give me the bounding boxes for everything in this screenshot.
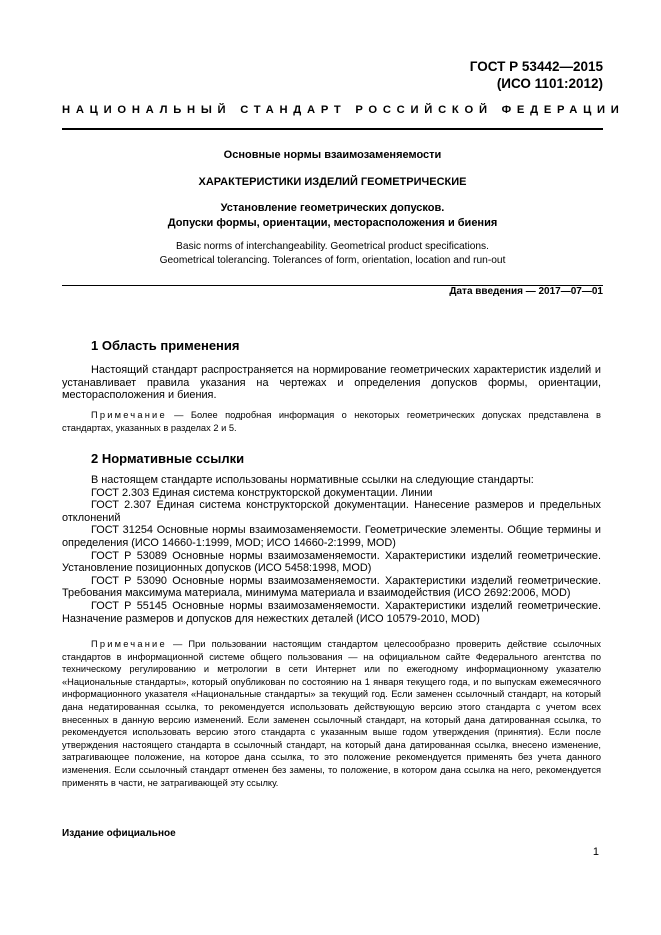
page-number: 1 — [592, 846, 599, 858]
title-subtitle — [62, 201, 603, 231]
section-2-heading: 2 Нормативные ссылки — [91, 451, 245, 466]
reference-item: ГОСТ 2.303 Единая система конструкторской документации. Линии — [91, 486, 433, 499]
official-edition-label: Издание официальное — [62, 828, 176, 839]
note-label: Примечание — [91, 639, 167, 649]
reference-item: В настоящем стандарте использованы нормативные ссылки на следующие стандарты: — [91, 474, 534, 486]
introduction-date: Дата введения — 2017—07—01 — [449, 286, 603, 297]
header-rule — [62, 128, 603, 130]
section-1-paragraph: Настоящий стандарт распространяется на нормирование геометрических характеристик изделий и устанавливает правила указания на чертежах и определения допусков формы, ориентации, местораcположения и биения. — [62, 364, 601, 402]
title-main: ХАРАКТЕРИСТИКИ ИЗДЕЛИЙ ГЕОМЕТРИЧЕСКИЕ — [198, 176, 467, 188]
english-title — [62, 240, 603, 268]
gost-number: ГОСТ Р 53442—2015 — [469, 59, 603, 74]
section-2-references — [62, 474, 601, 625]
note-label: Примечание — [91, 410, 167, 420]
title-subtitle-line2: Допуски формы, ориентации, месторасположения и биения — [167, 217, 498, 229]
note-text: — Более подробная информация о некоторых геометрических допусках представлена в стандартах, указанных в разделах 2 и 5. — [62, 410, 601, 433]
section-2-note — [62, 638, 601, 789]
reference-item: ГОСТ Р 55145 Основные нормы взаимозаменяемости. Характеристики изделий геометрические. Назначение размеров и допусков для нежестких деталей (ИСО 10579-2010, MOD) — [62, 599, 601, 625]
english-title-line2: Geometrical tolerancing. Tolerances of form, orientation, location and run-out — [159, 255, 506, 266]
national-standard-title: НАЦИОНАЛЬНЫЙ СТАНДАРТ РОССИЙСКОЙ ФЕДЕРАЦИИ — [62, 104, 625, 116]
english-title-line1: Basic norms of interchangeability. Geometrical product specifications. — [176, 241, 489, 252]
section-1-body — [62, 364, 601, 402]
reference-item: ГОСТ 31254 Основные нормы взаимозаменяемости. Геометрические элементы. Общие термины и определения (ИСО 14660-1:1999, MOD; ИСО 14660-2:1999, MOD) — [62, 524, 601, 549]
reference-item: ГОСТ 2.307 Единая система конструкторской документации. Нанесение размеров и предельных отклонений — [62, 499, 601, 524]
section-1-heading: 1 Область применения — [91, 338, 240, 353]
section-1-note — [62, 409, 601, 434]
note-text: — При пользовании настоящим стандартом целесообразно проверить действие ссылочных стандартов в информационной системе общего пользования — на официальном сайте Федерального агентства по техническому регулированию и метрологии в сети Интернет или по ежегодному информационному указателю «Национальные стандарты», который опубликован по состоянию на 1 января текущего года, и по выпускам ежемесячного информационного указателя «Национальные стандарты» за текущий год. Если заменен ссылочный стандарт, на который дана недатированная ссылка, то рекомендуется использовать действующую версию этого стандарта с учетом всех внесенных в данную версию изменений. Если заменен ссылочный стандарт, на который дана датированная ссылка, то рекомендуется использовать версию этого стандарта с указанным выше годом утверждения (принятия). Если после утверждения настоящего стандарта в ссылочный стандарт, на который дана датированная ссылка, внесено изменение, затрагивающее положение, на которое дана ссылка, то это положение рекомендуется применять без учета данного изменения. Если ссылочный стандарт отменен без замены, то положение, в котором дана ссылка на него, рекомендуется применять в части, не затрагивающей эту ссылку. — [62, 639, 601, 788]
reference-item: ГОСТ Р 53089 Основные нормы взаимозаменяемости. Характеристики изделий геометрические. Установление позиционных допусков (ИСО 5458:1998, MOD) — [62, 549, 601, 575]
standard-designation — [470, 58, 603, 92]
title-subtitle-line1: Установление геометрических допусков. — [220, 202, 445, 214]
title-series: Основные нормы взаимозаменяемости — [223, 149, 442, 161]
reference-item: ГОСТ Р 53090 Основные нормы взаимозаменяемости. Характеристики изделий геометрические. Требования максимума материала, минимума материала и взаимодействия (ИСО 2692:2006, MOD) — [62, 574, 601, 600]
iso-number: (ИСО 1101:2012) — [496, 76, 603, 91]
